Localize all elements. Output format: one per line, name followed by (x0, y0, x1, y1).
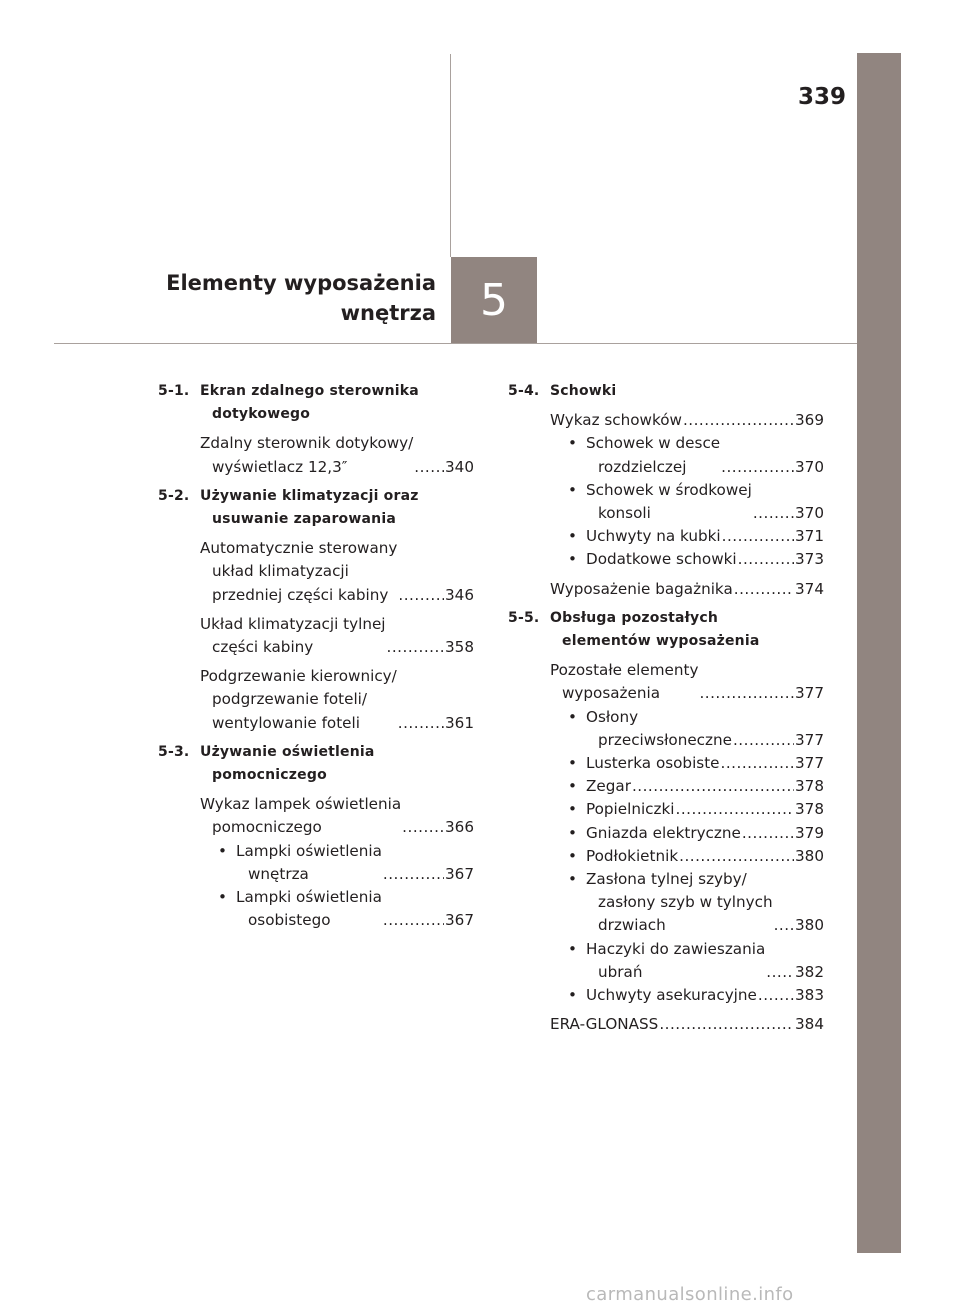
entry-page-number: 378 (795, 777, 824, 796)
bullet-icon: • (568, 434, 577, 453)
bullet-icon: • (568, 550, 577, 569)
entry-title (236, 840, 382, 886)
entry-page-number: 384 (795, 1015, 824, 1034)
toc-entry[interactable] (508, 1013, 824, 1036)
chapter-title-line: wnętrza (340, 301, 436, 325)
entry-title-line: Schowek w desce (586, 434, 721, 453)
entry-title-line: przeciwsłoneczne (598, 730, 732, 749)
entry-title-line: wyposażenia (562, 684, 661, 703)
dot-leader (383, 863, 444, 886)
bullet-icon: • (568, 480, 577, 499)
entry-page-number: 382 (795, 962, 824, 981)
entry-page-number: 374 (795, 579, 824, 598)
toc-subentry[interactable] (508, 432, 824, 478)
section-title-line: elementów wyposażenia (562, 633, 760, 650)
entry-title (586, 845, 678, 868)
toc-entry[interactable] (508, 409, 824, 432)
section-title-line: Obsługa pozostałych (550, 609, 719, 626)
entry-title-line: Układ klimatyzacji tylnej (200, 614, 386, 633)
toc-entry[interactable] (158, 432, 474, 478)
entry-page-number: 361 (445, 713, 474, 732)
entry-title-line: Haczyki do zawieszania (586, 939, 766, 958)
section-title (550, 607, 824, 653)
section-number: 5-4. (508, 383, 540, 399)
entry-page-number: 371 (795, 527, 824, 546)
toc-entry[interactable] (158, 613, 474, 659)
toc-subentry[interactable] (158, 886, 474, 932)
dot-leader (414, 456, 444, 479)
toc-subentry[interactable] (508, 548, 824, 571)
toc-entry[interactable] (158, 665, 474, 735)
entry-title-line: ERA-GLONASS (550, 1015, 659, 1034)
toc-subentry[interactable] (508, 798, 824, 821)
entry-title (586, 775, 631, 798)
entry-title-line: Zegar (586, 777, 631, 796)
entry-page-number: 370 (795, 504, 824, 523)
entry-page-number: 367 (445, 864, 474, 883)
entry-title (586, 798, 675, 821)
entry-page-number: 340 (445, 457, 474, 476)
section-number: 5-2. (158, 487, 190, 504)
horizontal-rule (54, 343, 857, 344)
entry-title-line: układ klimatyzacji (212, 562, 349, 581)
entry-title (586, 984, 757, 1007)
bullet-icon: • (568, 707, 577, 726)
dot-leader (734, 578, 794, 601)
bullet-icon: • (568, 846, 577, 865)
entry-title-line: Pozostałe elementy (550, 661, 699, 680)
watermark-text: carmanualsonline.info (586, 1284, 794, 1305)
section-title-line: usuwanie zaparowania (212, 511, 396, 528)
entry-title (586, 868, 773, 938)
toc-subentry[interactable] (508, 752, 824, 775)
chapter-title-line: Elementy wyposażenia (166, 271, 436, 295)
toc-subentry[interactable] (508, 479, 824, 525)
bullet-icon: • (568, 870, 577, 889)
dot-leader (742, 822, 794, 845)
chapter-title (140, 268, 436, 328)
entry-title (550, 1013, 658, 1036)
bullet-icon: • (568, 823, 577, 842)
entry-title-line: Dodatkowe schowki (586, 550, 737, 569)
bullet-icon: • (218, 841, 227, 860)
entry-title-line: Podłokietnik (586, 846, 679, 865)
toc-entry[interactable] (508, 659, 824, 705)
entry-title (586, 525, 721, 548)
entry-title-line: rozdzielczej (598, 457, 687, 476)
entry-title (586, 479, 752, 525)
bullet-icon: • (568, 777, 577, 796)
bullet-icon: • (568, 754, 577, 773)
entry-title-line: zasłony szyb w tylnych (598, 893, 773, 912)
entry-title-line: Automatycznie sterowany (200, 539, 398, 558)
toc-left-column (158, 380, 474, 932)
section-number: 5-5. (508, 609, 540, 626)
bullet-icon: • (568, 986, 577, 1005)
entry-title-line: Popielniczki (586, 800, 675, 819)
entry-title (236, 886, 382, 932)
entry-title-line: Wykaz lampek oświetlenia (200, 795, 402, 814)
toc-entry[interactable] (158, 537, 474, 607)
entry-title-line: wyświetlacz 12,3″ (212, 457, 348, 476)
entry-title-line: Gniazda elektryczne (586, 823, 741, 842)
entry-page-number: 378 (795, 800, 824, 819)
dot-leader (774, 914, 794, 937)
entry-title (200, 537, 397, 607)
bullet-icon: • (568, 800, 577, 819)
entry-page-number: 377 (795, 730, 824, 749)
page-number: 339 (797, 84, 846, 110)
section-title-line: Używanie klimatyzacji oraz (200, 487, 419, 504)
entry-title-line: części kabiny (212, 638, 314, 657)
entry-title-line: Wykaz schowków (550, 411, 682, 430)
entry-page-number: 358 (445, 638, 474, 657)
entry-title (550, 659, 698, 705)
entry-page-number: 373 (795, 550, 824, 569)
entry-page-number: 366 (445, 818, 474, 837)
section-title (200, 741, 474, 787)
entry-title-line: Uchwyty na kubki (586, 527, 721, 546)
section-title-line: pomocniczego (212, 767, 327, 784)
entry-title-line: Zdalny sterownik dotykowy/ (200, 434, 414, 453)
entry-title-line: Podgrzewanie kierownicy/ (200, 667, 397, 686)
toc-section-heading[interactable] (508, 380, 824, 403)
entry-title (586, 752, 720, 775)
dot-leader (721, 456, 794, 479)
entry-title (586, 938, 765, 984)
entry-title-line: osobistego (248, 911, 331, 930)
dot-leader (398, 712, 444, 735)
chapter-thumb-tab (857, 53, 901, 1253)
toc-section-heading[interactable] (508, 607, 824, 653)
dot-leader (733, 729, 794, 752)
entry-title (200, 665, 397, 735)
section-number: 5-3. (158, 743, 190, 760)
section-title-line: dotykowego (212, 406, 311, 423)
entry-page-number: 379 (795, 823, 824, 842)
dot-leader (699, 682, 794, 705)
dot-leader (722, 525, 794, 548)
toc-subentry[interactable] (508, 706, 824, 752)
dot-leader (738, 548, 794, 571)
bullet-icon: • (568, 939, 577, 958)
dot-leader (387, 636, 444, 659)
dot-leader (676, 798, 794, 821)
dot-leader (753, 502, 794, 525)
bullet-icon: • (218, 888, 227, 907)
entry-title (200, 613, 386, 659)
section-number: 5-1. (158, 383, 190, 399)
entry-page-number: 377 (795, 684, 824, 703)
entry-title-line: drzwiach (598, 916, 666, 935)
entry-title-line: pomocniczego (212, 818, 322, 837)
entry-page-number: 369 (795, 411, 824, 430)
section-title (200, 380, 474, 426)
entry-title-line: Lusterka osobiste (586, 754, 720, 773)
dot-leader (398, 584, 444, 607)
entry-title-line: ubrań (598, 962, 643, 981)
entry-title-line: Uchwyty asekuracyjne (586, 986, 757, 1005)
toc-subentry[interactable] (508, 525, 824, 548)
entry-page-number: 380 (795, 916, 824, 935)
entry-title (586, 822, 741, 845)
section-title-line: Ekran zdalnego sterownika (200, 383, 419, 399)
entry-title (200, 793, 401, 839)
dot-leader (721, 752, 794, 775)
entry-page-number: 380 (795, 846, 824, 865)
entry-page-number: 367 (445, 911, 474, 930)
toc-entry[interactable] (508, 578, 824, 601)
entry-title (586, 548, 737, 571)
entry-title-line: Osłony (586, 707, 639, 726)
section-title-line: Używanie oświetlenia (200, 743, 375, 760)
dot-leader (383, 909, 444, 932)
section-title (200, 485, 474, 531)
toc-subentry[interactable] (508, 845, 824, 868)
toc-section-heading[interactable] (158, 485, 474, 531)
vertical-rule (450, 54, 451, 257)
entry-title-line: Lampki oświetlenia (236, 888, 382, 907)
entry-title (550, 409, 682, 432)
entry-title (200, 432, 413, 478)
dot-leader (632, 775, 794, 798)
toc-subentry[interactable] (508, 868, 824, 938)
entry-title-line: wnętrza (248, 864, 309, 883)
entry-title-line: Schowek w środkowej (586, 480, 752, 499)
entry-page-number: 370 (795, 457, 824, 476)
dot-leader (659, 1013, 794, 1036)
entry-page-number: 383 (795, 986, 824, 1005)
entry-title-line: Zasłona tylnej szyby/ (586, 870, 747, 889)
dot-leader (679, 845, 794, 868)
entry-title-line: Lampki oświetlenia (236, 841, 382, 860)
entry-title (550, 578, 733, 601)
entry-page-number: 377 (795, 754, 824, 773)
toc-section-heading[interactable] (158, 741, 474, 787)
toc-subentry[interactable] (508, 822, 824, 845)
entry-title (586, 706, 732, 752)
entry-title-line: Wyposażenie bagażnika (550, 579, 733, 598)
entry-title-line: konsoli (598, 504, 651, 523)
section-title (550, 380, 824, 403)
toc-subentry[interactable] (508, 938, 824, 984)
toc-subentry[interactable] (508, 984, 824, 1007)
toc-subentry[interactable] (158, 840, 474, 886)
dot-leader (758, 984, 794, 1007)
entry-title-line: podgrzewanie foteli/ (212, 690, 368, 709)
toc-right-column (508, 380, 824, 1036)
entry-title-line: przedniej części kabiny (212, 585, 389, 604)
entry-title (586, 432, 720, 478)
section-title-line: Schowki (550, 383, 617, 399)
dot-leader (402, 816, 444, 839)
dot-leader (683, 409, 794, 432)
bullet-icon: • (568, 527, 577, 546)
toc-section-heading[interactable] (158, 380, 474, 426)
entry-title-line: wentylowanie foteli (212, 713, 360, 732)
toc-entry[interactable] (158, 793, 474, 839)
entry-page-number: 346 (445, 585, 474, 604)
chapter-number-box: 5 (451, 257, 537, 343)
toc-subentry[interactable] (508, 775, 824, 798)
dot-leader (766, 961, 794, 984)
